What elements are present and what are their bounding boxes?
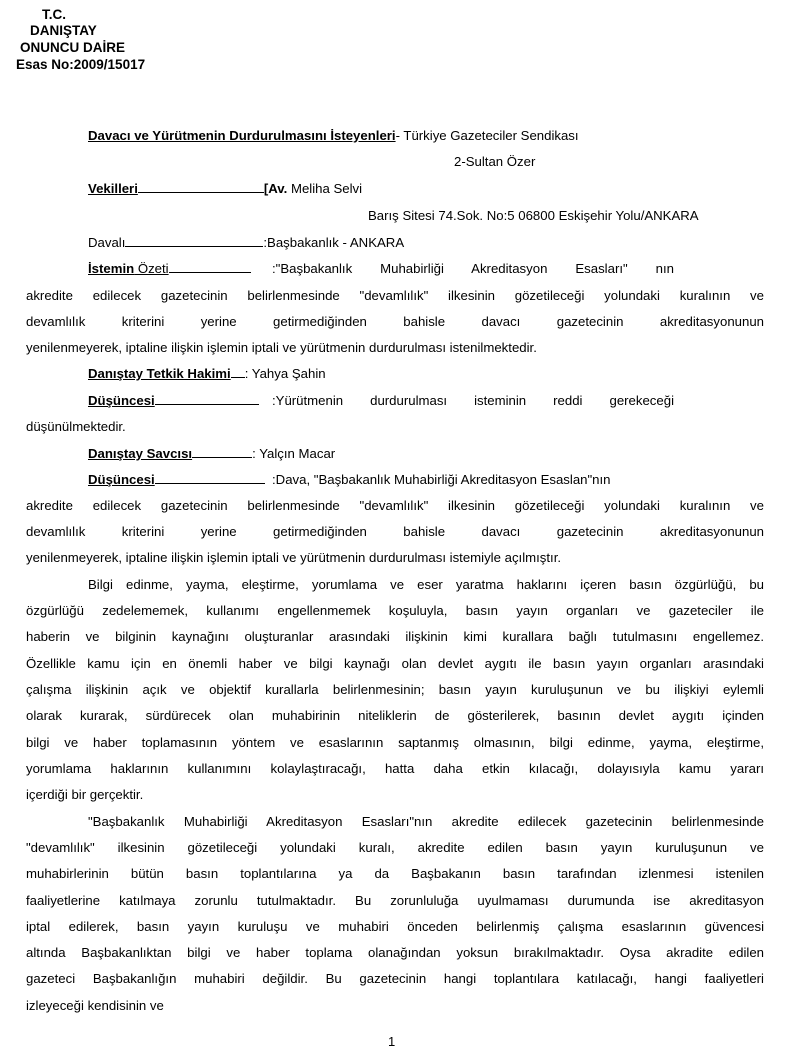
counsel-name-prefix: [Av. xyxy=(263,181,288,196)
defendant-fill-line xyxy=(125,234,263,247)
defendant-value: :Başbakanlık - ANKARA xyxy=(263,235,405,250)
judge-label: Danıştay Tetkik Hakimi xyxy=(88,366,231,381)
summary-fill-line xyxy=(169,260,251,273)
body1-line-6: olarak kurarak, sürdürecek olan muhabirinin niteliklerin de gösterilerek, basının devlet aygıtı içinden xyxy=(26,708,764,723)
defendant-label: Davalı xyxy=(88,235,126,250)
opinion2-line-1: :Dava, "Başbakanlık Muhabirliği Akreditasyon Esaslan"nın xyxy=(272,472,611,487)
body2-line-4: faaliyetlerine katılmaya zorunlu tutulmaktadır. Bu zorunluluğa uyulmaması durumunda ise akreditasyon xyxy=(26,893,764,908)
prosecutor-line xyxy=(88,445,335,463)
opinion2-line-2: akredite edilecek gazetecinin belirlenmesinde "devamlılık" ilkesinin gözetileceği yolundaki kuralının ve xyxy=(26,498,764,513)
body2-line-1: "Başbakanlık Muhabirliği Akreditasyon Esasları"nın akredite edilecek gazetecinin belirlenmesinde xyxy=(88,814,764,829)
counsel-name: Meliha Selvi xyxy=(287,181,363,196)
opinion1-label-line xyxy=(88,392,259,410)
summary-line-2: akredite edilecek gazetecinin belirlenmesinde "devamlılık" ilkesinin gözetileceği yolundaki kuralının ve xyxy=(26,288,764,303)
plaintiff-label: Davacı ve Yürütmenin Durdurulmasını İsteyenleri xyxy=(88,128,396,143)
header-chamber: ONUNCU DAİRE xyxy=(20,40,126,55)
opinion1-line-1: :Yürütmenin durdurulması isteminin reddi gerekeceği xyxy=(272,393,674,408)
judge-value: : Yahya Şahin xyxy=(244,366,326,381)
prosecutor-value: : Yalçın Macar xyxy=(252,446,336,461)
summary-label-rest: Özeti xyxy=(134,261,169,276)
plaintiff-1: - Türkiye Gazeteciler Sendikası xyxy=(395,128,579,143)
body1-line-1: Bilgi edinme, yayma, eleştirme, yorumlama ve eser yaratma haklarını içeren basın özgürlüğü, bu xyxy=(88,577,764,592)
body1-line-7: bilgi ve haber toplamasının yöntem ve esaslarının saptanmış olmasının, bilgi edinme, yayma, eleştirme, xyxy=(26,735,764,750)
body1-line-3: haberin ve bilginin kaynağını oluşturanlar arasındaki ilişkinin kimi kurallara bağlı tutulmasını engellemez. xyxy=(26,629,764,644)
body1-line-2: özgürlüğü zedelememek, kullanımı engellenmemek koşuluyla, basın yayın organları ve gazeteciler ile xyxy=(26,603,764,618)
judge-fill-line xyxy=(231,365,245,378)
plaintiff-line xyxy=(88,127,579,145)
counsel-address: Barış Sitesi 74.Sok. No:5 06800 Eskişehir Yolu/ANKARA xyxy=(368,208,699,223)
summary-line-1: :"Başbakanlık Muhabirliği Akreditasyon Esasları" nın xyxy=(272,261,674,276)
plaintiff-2: 2-Sultan Özer xyxy=(454,154,536,169)
opinion1-fill-line xyxy=(155,392,259,405)
opinion2-fill-line xyxy=(155,471,265,484)
page-number: 1 xyxy=(388,1034,396,1049)
body2-line-5: iptal edilerek, basın yayın kuruluşu ve muhabiri önceden belirlenmiş çalışma esaslarının güvencesi xyxy=(26,919,764,934)
opinion1-label: Düşüncesi xyxy=(88,393,155,408)
summary-line-3: devamlılık kriterini yerine getirmediğinden bahisle davacı gazetecinin akreditasyonunun xyxy=(26,314,764,329)
summary-label-bold: İstemin xyxy=(88,261,135,276)
body2-line-8: izleyeceği kendisinin ve xyxy=(26,998,164,1013)
judge-line xyxy=(88,365,326,383)
header-case-number: Esas No:2009/15017 xyxy=(16,57,146,72)
header-court: DANIŞTAY xyxy=(30,23,97,38)
counsel-line xyxy=(88,180,362,198)
counsel-label: Vekilleri xyxy=(88,181,138,196)
body1-line-4: Özellikle kamu için en önemli haber ve bilgi kaynağı olan devlet aygıtı ile basın yayın organları arasındaki xyxy=(26,656,764,671)
body1-line-8: yorumlama haklarının kullanımını kolaylaştıracağı, hatta daha etkin kılacağı, dolayısıyla kamu yararı xyxy=(26,761,764,776)
summary-label-line xyxy=(88,260,251,278)
header-tc: T.C. xyxy=(42,7,67,22)
body2-line-7: gazeteci Başbakanlığın muhabiri değildir. Bu gazetecinin hangi toplantılara katılacağı, hangi faaliyetleri xyxy=(26,971,764,986)
body2-line-6: altında Başbakanlıktan bilgi ve haber toplama olanağından yoksun bırakılmaktadır. Oysa akradite edilen xyxy=(26,945,764,960)
body2-line-3: muhabirlerinin bütün basın toplantılarına ya da Başbakanın basın tarafından izlenmesi istenilen xyxy=(26,866,764,881)
opinion2-label-line xyxy=(88,471,265,489)
summary-line-4: yenilenmeyerek, iptaline ilişkin işlemin iptali ve yürütmenin durdurulması istenilmektedir. xyxy=(26,340,537,355)
opinion2-line-3: devamlılık kriterini yerine getirmediğinden bahisle davacı gazetecinin akreditasyonunun xyxy=(26,524,764,539)
body1-line-5: çalışma ilişkinin açık ve objektif kurallarla belirlenmesinin; basın yayın kuruluşunun ve bu ilişkiyi eylemli xyxy=(26,682,764,697)
counsel-fill-line xyxy=(138,180,264,193)
prosecutor-fill-line xyxy=(192,445,252,458)
body2-line-2: "devamlılık" ilkesinin gözetileceği yolundaki kuralı, akredite edilen basın yayın kuruluşunun ve xyxy=(26,840,764,855)
opinion2-label: Düşüncesi xyxy=(88,472,155,487)
defendant-line xyxy=(88,234,404,252)
opinion1-line-2: düşünülmektedir. xyxy=(26,419,126,434)
body1-line-9: içerdiği bir gerçektir. xyxy=(26,787,144,802)
prosecutor-label: Danıştay Savcısı xyxy=(88,446,193,461)
opinion2-line-4: yenilenmeyerek, iptaline ilişkin işlemin iptali ve yürütmenin durdurulması istemiyle açılmıştır. xyxy=(26,550,562,565)
